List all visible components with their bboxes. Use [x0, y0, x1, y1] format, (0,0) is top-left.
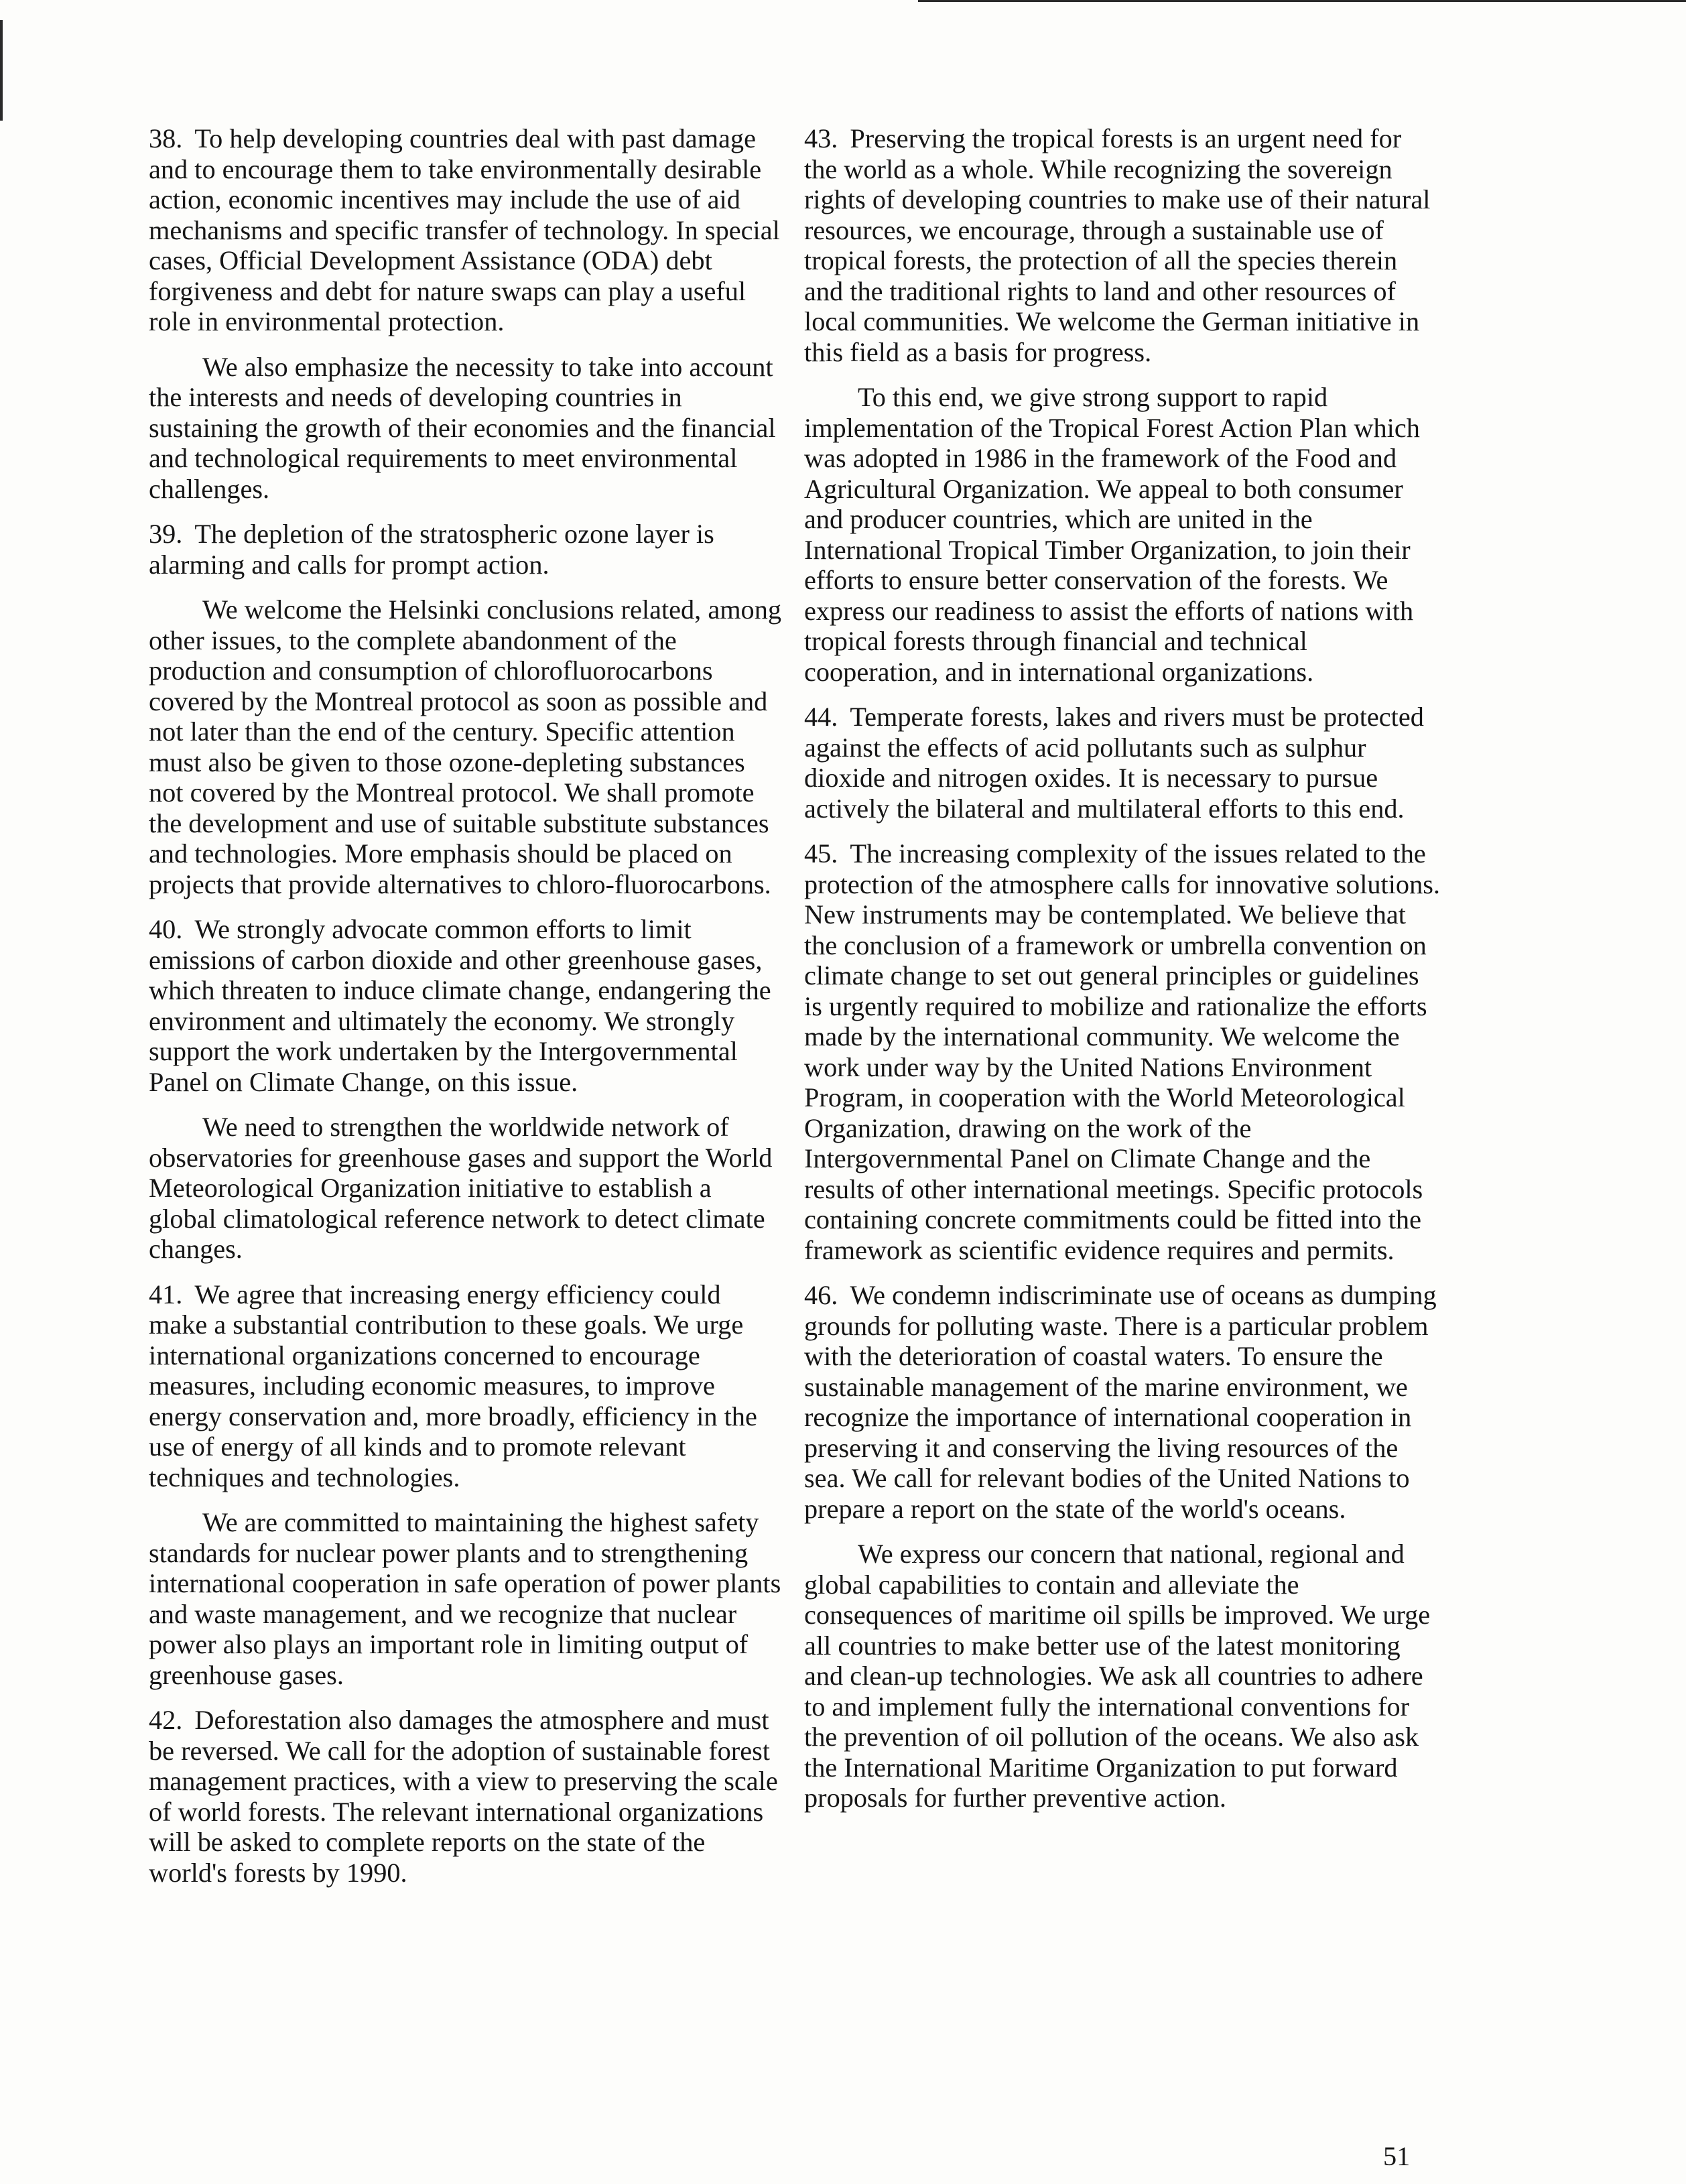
paragraph-text: We are committed to maintaining the highest safety standards for nuclear power plants and to strengthening international cooperation in safe operation of power plants and waste management, and we recognize that nuclear power also plays an important role in limiting output of greenhouse gases. — [149, 1507, 781, 1690]
paragraph-38 — [149, 123, 785, 337]
paragraph-text: To help developing countries deal with past damage and to encourage them to take environmentally desirable action, economic incentives may include the use of aid mechanisms and specific transfer of technology. In special cases, Official Development Assistance (ODA) debt forgiveness and debt for nature swaps can play a useful role in environmental protection. — [149, 123, 780, 336]
paragraph-text: Temperate forests, lakes and rivers must be protected against the effects of acid pollutants such as sulphur dioxide and nitrogen oxides. It is necessary to pursue actively the bilateral and multilateral efforts to this end. — [804, 702, 1424, 824]
paragraph-46-continued — [804, 1539, 1441, 1813]
paragraph-text: We need to strengthen the worldwide network of observatories for greenhouse gases and support the World Meteorological Organization initiative to establish a global climatological reference network to detect climate changes. — [149, 1112, 773, 1264]
paragraph-number: 43. — [804, 123, 838, 153]
paragraph-number: 38. — [149, 123, 183, 153]
paragraph-text: We express our concern that national, regional and global capabilities to contain and alleviate the consequences of maritime oil spills be improved. We urge all countries to make better use of the latest monitoring and clean-up technologies. We ask all countries to adhere to and implement fully the international conventions for the prevention of oil pollution of the oceans. We also ask the International Maritime Organization to put forward proposals for further preventive action. — [804, 1539, 1431, 1813]
paragraph-46 — [804, 1280, 1441, 1524]
paragraph-40-continued — [149, 1112, 785, 1265]
paragraph-text: To this end, we give strong support to rapid implementation of the Tropical Forest Action Plan which was adopted in 1986 in the framework of the Food and Agricultural Organization. We appeal to both consumer and producer countries, which are united in the International Tropical Timber Organization, to join their efforts to ensure better conservation of the forests. We express our readiness to assist the efforts of nations with tropical forests through financial and technical cooperation, and in international organizations. — [804, 382, 1420, 687]
paragraph-text: We agree that increasing energy efficiency could make a substantial contribution to these goals. We urge international organizations concerned to encourage measures, including economic measures, to improve energy conservation and, more broadly, efficiency in the use of energy of all kinds and to promote relevant techniques and technologies. — [149, 1279, 757, 1492]
paragraph-38-continued — [149, 352, 785, 505]
paragraph-number: 41. — [149, 1279, 183, 1309]
paragraph-43 — [804, 123, 1441, 367]
paragraph-text: Deforestation also damages the atmosphere and must be reversed. We call for the adoption of sustainable forest management practices, with a view to preserving the scale of world forests. The relevant international organizations will be asked to complete reports on the state of the world's forests by 1990. — [149, 1705, 778, 1888]
paragraph-text: The depletion of the stratospheric ozone layer is alarming and calls for prompt action. — [149, 519, 714, 580]
paragraph-42 — [149, 1705, 785, 1888]
paragraph-text: The increasing complexity of the issues related to the protection of the atmosphere calls for innovative solutions. New instruments may be contemplated. We believe that the conclusion of a framework or umbrella convention on climate change to set out general principles or guidelines is urgently required to mobilize and rationalize the efforts made by the international community. We welcome the work under way by the United Nations Environment Program, in cooperation with the World Meteorological Organization, drawing on the work of the Intergovernmental Panel on Climate Change and the results of other international meetings. Specific protocols containing concrete commitments could be fitted into the framework as scientific evidence requires and permits. — [804, 838, 1440, 1265]
right-column — [804, 123, 1441, 1828]
left-column — [149, 123, 785, 1903]
top-rule — [918, 0, 1686, 2]
paragraph-number: 45. — [804, 838, 838, 869]
binding-mark — [0, 20, 3, 121]
paragraph-number: 39. — [149, 519, 183, 549]
paragraph-39-continued — [149, 594, 785, 899]
paragraph-44 — [804, 702, 1441, 824]
page-number: 51 — [1383, 2141, 1411, 2171]
paragraph-text: We strongly advocate common efforts to limit emissions of carbon dioxide and other greenhouse gases, which threaten to induce climate change, endangering the environment and ultimately the economy. We strongly support the work undertaken by the Intergovernmental Panel on Climate Change, on this issue. — [149, 914, 771, 1097]
paragraph-number: 40. — [149, 914, 183, 944]
paragraph-41-continued — [149, 1507, 785, 1690]
paragraph-number: 44. — [804, 702, 838, 732]
paragraph-number: 42. — [149, 1705, 183, 1735]
paragraph-40 — [149, 914, 785, 1097]
paragraph-number: 46. — [804, 1280, 838, 1310]
paragraph-text: We welcome the Helsinki conclusions related, among other issues, to the complete abandonment of the production and consumption of chlorofluorocarbons covered by the Montreal protocol as soon as possible and not later than the end of the century. Specific attention must also be given to those ozone-depleting substances not covered by the Montreal protocol. We shall promote the development and use of suitable substitute substances and technologies. More emphasis should be placed on projects that provide alternatives to chloro-fluorocarbons. — [149, 594, 782, 899]
paragraph-text: We condemn indiscriminate use of oceans as dumping grounds for polluting waste. There is a particular problem with the deterioration of coastal waters. To ensure the sustainable management of the marine environment, we recognize the importance of international cooperation in preserving it and conserving the living resources of the sea. We call for relevant bodies of the United Nations to prepare a report on the state of the world's oceans. — [804, 1280, 1437, 1524]
paragraph-text: We also emphasize the necessity to take into account the interests and needs of developing countries in sustaining the growth of their economies and the financial and technological requirements to meet environmental challenges. — [149, 351, 776, 504]
paragraph-45 — [804, 838, 1441, 1265]
paragraph-text: Preserving the tropical forests is an urgent need for the world as a whole. While recognizing the sovereign rights of developing countries to make use of their natural resources, we encourage, through a sustainable use of tropical forests, the protection of all the species therein and the traditional rights to land and other resources of local communities. We welcome the German initiative in this field as a basis for progress. — [804, 123, 1431, 367]
paragraph-43-continued — [804, 382, 1441, 687]
paragraph-39 — [149, 519, 785, 580]
paragraph-41 — [149, 1279, 785, 1493]
